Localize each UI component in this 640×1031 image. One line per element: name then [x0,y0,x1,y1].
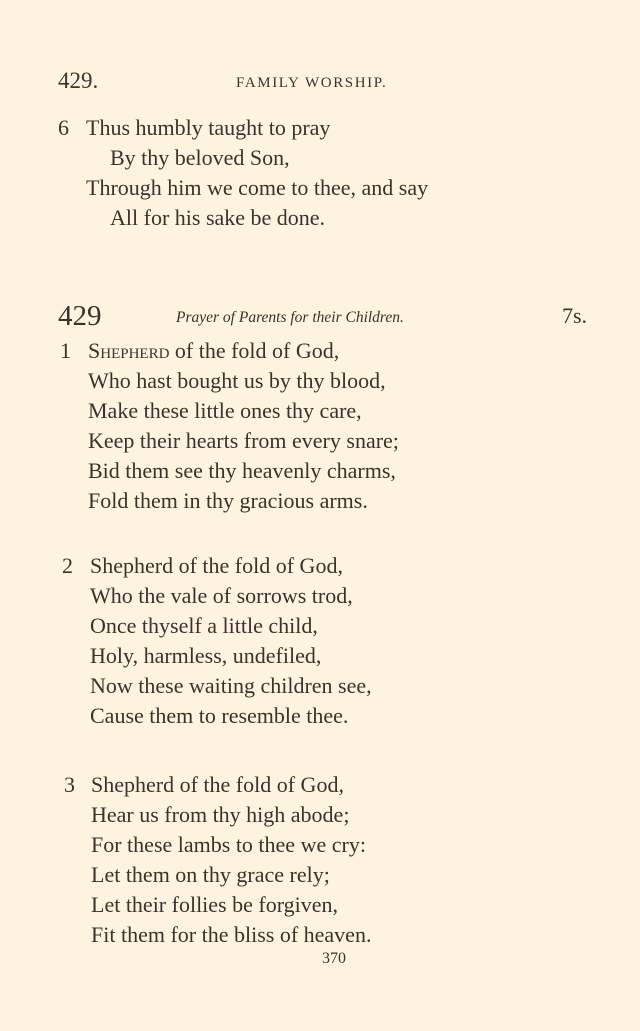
verse-line: Make these little ones thy care, [88,398,362,423]
verse-line: Who hast bought us by thy blood, [88,368,386,393]
verse-line: By thy beloved Son, [110,145,290,170]
hymn-meter: 7s. [562,303,588,328]
verse-line: Keep their hearts from every snare; [88,428,399,453]
verse-line: Through him we come to thee, and say [86,175,429,200]
header-running-title: FAMILY WORSHIP. [236,75,388,91]
verse-line: Shepherd of the fold of God, [90,553,343,578]
verse-line: Let them on thy grace rely; [91,862,330,887]
verse-line: Thus humbly taught to pray [86,115,331,140]
verse-line: Once thyself a little child, [90,613,318,638]
first-word: Shepherd [88,338,170,363]
verse-number: 2 [62,553,73,578]
verse-line: All for his sake be done. [110,205,326,230]
page-number: 370 [322,950,346,967]
verse-line: Hear us from thy high abode; [91,802,350,827]
verse-line: Who the vale of sorrows trod, [90,583,353,608]
running-header [58,68,418,98]
verse-line: Shepherd of the fold of God, [91,772,344,797]
hymn-number: 429 [58,300,102,332]
verse-line: Cause them to resemble thee. [90,703,349,728]
verse-line: For these lambs to thee we cry: [91,832,366,857]
header-page-ref: 429. [58,68,99,93]
hymn-title: Prayer of Parents for their Children. [176,309,404,326]
verse-number: 6 [58,115,69,140]
verse-number: 3 [64,772,75,797]
verse-number: 1 [60,338,71,363]
verse-line: Fit them for the bliss of heaven. [91,922,372,947]
verse-line: Bid them see thy heavenly charms, [88,458,396,483]
verse-line [88,338,339,364]
verse-line: Fold them in thy gracious arms. [88,488,368,513]
first-line-rest: of the fold of God, [169,338,340,363]
verse-line: Now these waiting children see, [90,673,372,698]
verse-line: Holy, harmless, undefiled, [90,643,322,668]
verse-line: Let their follies be forgiven, [91,892,339,917]
